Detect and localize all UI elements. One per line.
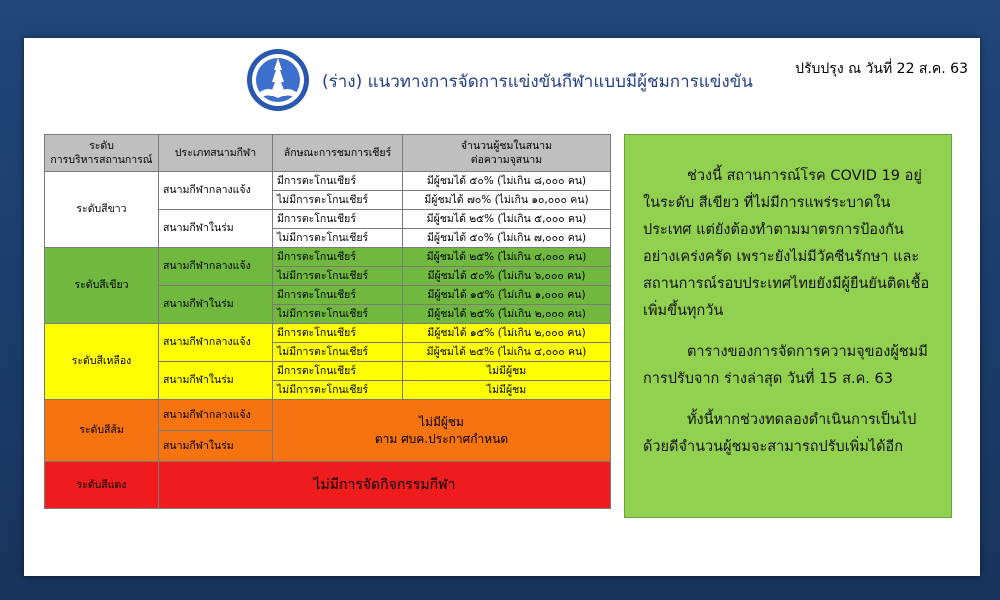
- venue-cell: สนามกีฬากลางแจ้ง: [159, 324, 273, 362]
- slide-header: [24, 38, 980, 118]
- cheer-cell: มีการตะโกนเชียร์: [273, 324, 403, 343]
- capacity-cell: มีผู้ชมได้ ๕๐% (ไม่เกิน ๗,๐๐๐ คน): [403, 229, 611, 248]
- capacity-cell: มีผู้ชมได้ ๗๐% (ไม่เกิน ๑๐,๐๐๐ คน): [403, 191, 611, 210]
- capacity-cell: มีผู้ชมได้ ๑๕% (ไม่เกิน ๑,๐๐๐ คน): [403, 286, 611, 305]
- level-white: ระดับสีขาว: [45, 172, 159, 248]
- capacity-cell: มีผู้ชมได้ ๒๕% (ไม่เกิน ๒,๐๐๐ คน): [403, 305, 611, 324]
- capacity-cell: มีผู้ชมได้ ๒๕% (ไม่เกิน ๕,๐๐๐ คน): [403, 210, 611, 229]
- orange-merged-cell: [273, 400, 611, 462]
- level-orange: ระดับสีส้ม: [45, 400, 159, 462]
- cheer-cell: มีการตะโกนเชียร์: [273, 248, 403, 267]
- header-cheer: ลักษณะการชมการเชียร์: [273, 135, 403, 172]
- cheer-cell: มีการตะโกนเชียร์: [273, 286, 403, 305]
- table-row: [45, 248, 611, 267]
- note-paragraph-3: [643, 407, 933, 461]
- capacity-cell: ไม่มีผู้ชม: [403, 381, 611, 400]
- capacity-cell: มีผู้ชมได้ ๕๐% (ไม่เกิน ๖,๐๐๐ คน): [403, 267, 611, 286]
- venue-cell: สนามกีฬาในร่ม: [159, 286, 273, 324]
- venue-cell: สนามกีฬากลางแจ้ง: [159, 172, 273, 210]
- update-date: ปรับปรุง ณ วันที่ 22 ส.ค. 63: [795, 61, 968, 77]
- header-capacity: [403, 135, 611, 172]
- capacity-cell: มีผู้ชมได้ ๒๕% (ไม่เกิน ๔,๐๐๐ คน): [403, 248, 611, 267]
- note-text-3: ทั้งนี้หากช่วงทดลองดำเนินการเป็นไปด้วยดีจำนวนผู้ชมจะสามารถปรับเพิ่มได้อีก: [643, 412, 917, 455]
- page-title: (ร่าง) แนวทางการจัดการแข่งขันกีฬาแบบมีผู้ชมการแข่งขัน: [322, 72, 753, 92]
- header-venue: ประเภทสนามกีฬา: [159, 135, 273, 172]
- covid-status-note: [624, 134, 952, 518]
- venue-cell: สนามกีฬากลางแจ้ง: [159, 400, 273, 431]
- level-green: ระดับสีเขียว: [45, 248, 159, 324]
- table-row: [45, 462, 611, 509]
- capacity-cell: มีผู้ชมได้ ๒๕% (ไม่เกิน ๔,๐๐๐ คน): [403, 343, 611, 362]
- cheer-cell: ไม่มีการตะโกนเชียร์: [273, 229, 403, 248]
- note-paragraph-2: [643, 339, 933, 393]
- capacity-cell: ไม่มีผู้ชม: [403, 362, 611, 381]
- slide: [24, 38, 980, 576]
- cheer-cell: ไม่มีการตะโกนเชียร์: [273, 305, 403, 324]
- venue-cell: สนามกีฬาในร่ม: [159, 362, 273, 400]
- cheer-cell: ไม่มีการตะโกนเชียร์: [273, 381, 403, 400]
- header-level: [45, 135, 159, 172]
- level-yellow: ระดับสีเหลือง: [45, 324, 159, 400]
- orange-per-announcement: ตาม ศบค.ประกาศกำหนด: [374, 431, 509, 446]
- capacity-cell: มีผู้ชมได้ ๕๐% (ไม่เกิน ๘,๐๐๐ คน): [403, 172, 611, 191]
- cheer-cell: ไม่มีการตะโกนเชียร์: [273, 267, 403, 286]
- venue-cell: สนามกีฬาในร่ม: [159, 210, 273, 248]
- note-text-1: ช่วงนี้ สถานการณ์โรค COVID 19 อยู่ในระดับ สีเขียว ที่ไม่มีการแพร่ระบาดในประเทศ แต่ยังต้องทำตามมาตรการป้องกันอย่างเคร่งครัด เพราะยังไม่มีวัคซีนรักษา และ สถานการณ์รอบประเทศไทยยังมีผู้ยืนยันติดเชื้อเพิ่มขึ้นทุกวัน: [643, 168, 930, 319]
- ministry-logo-icon: [246, 48, 310, 112]
- header-level-text: ระดับ การบริหารสถานการณ์: [50, 140, 153, 166]
- cheer-cell: มีการตะโกนเชียร์: [273, 172, 403, 191]
- orange-no-audience: ไม่มีผู้ชม: [419, 414, 464, 429]
- header-capacity-text: จำนวนผู้ชมในสนาม ต่อความจุสนาม: [460, 140, 553, 166]
- table-row: [45, 324, 611, 343]
- table-row: [45, 400, 611, 431]
- cheer-cell: มีการตะโกนเชียร์: [273, 210, 403, 229]
- level-red: ระดับสีแดง: [45, 462, 159, 509]
- note-paragraph-1: [643, 163, 933, 325]
- capacity-cell: มีผู้ชมได้ ๑๕% (ไม่เกิน ๒,๐๐๐ คน): [403, 324, 611, 343]
- audience-capacity-table: [44, 134, 611, 509]
- cheer-cell: ไม่มีการตะโกนเชียร์: [273, 191, 403, 210]
- table-row: [45, 172, 611, 191]
- venue-cell: สนามกีฬาในร่ม: [159, 431, 273, 462]
- red-merged-cell: ไม่มีการจัดกิจกรรมกีฬา: [159, 462, 611, 509]
- cheer-cell: ไม่มีการตะโกนเชียร์: [273, 343, 403, 362]
- cheer-cell: มีการตะโกนเชียร์: [273, 362, 403, 381]
- note-text-2: ตารางของการจัดการความจุของผู้ชมมีการปรับจาก ร่างล่าสุด วันที่ 15 ส.ค. 63: [643, 344, 928, 387]
- venue-cell: สนามกีฬากลางแจ้ง: [159, 248, 273, 286]
